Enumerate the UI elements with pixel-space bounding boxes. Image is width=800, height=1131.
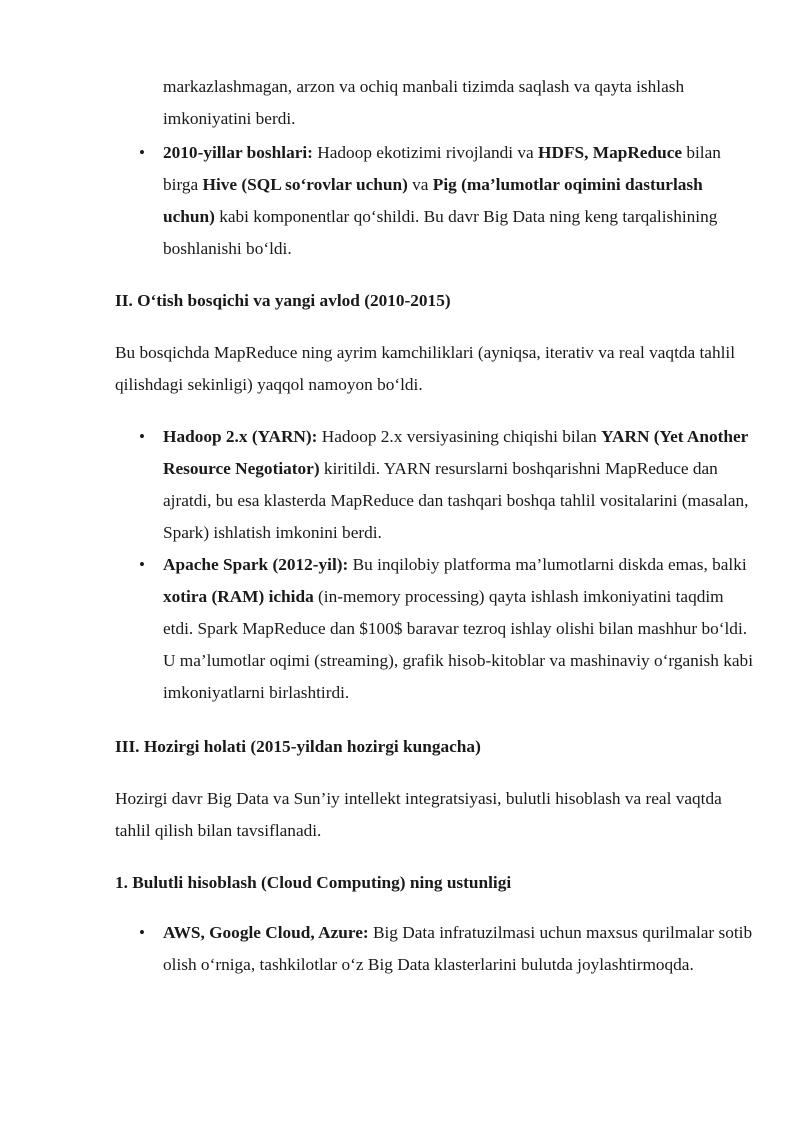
text-run: Big Data infratuzilmasi uchun maxsus qurilmalar sotib olish o‘rniga, tashkilotlar o‘z Big Data klasterlarini bulutda joylashtirmoqda. — [163, 923, 753, 974]
text-run: va — [407, 175, 433, 194]
bold-term: Pig (ma’lumotlar oqimini dasturlash uchun) — [163, 175, 703, 226]
text-run: Hadoop ekotizimi rivojlandi va — [312, 143, 539, 162]
section-2-intro: Bu bosqichda MapReduce ning ayrim kamchiliklari (ayniqsa, iterativ va real vaqtda tahlil qilishdagi sekinligi) yaqqol namoyon bo‘ldi. — [115, 343, 736, 394]
bullet-icon: • — [139, 143, 145, 162]
text-run: Bu inqilobiy platforma ma’lumotlarni diskda emas, balki — [348, 555, 747, 574]
subsection-heading-cloud: 1. Bulutli hisoblash (Cloud Computing) ning ustunligi — [115, 873, 512, 892]
text-run: kabi komponentlar qo‘shildi. Bu davr Big Data ning keng tarqalishining boshlanishi bo‘ldi. — [163, 207, 718, 258]
bold-label: AWS, Google Cloud, Azure: — [163, 923, 369, 942]
list-item-2010s — [139, 137, 753, 265]
section-heading-3: III. Hozirgi holati (2015-yildan hozirgi kungacha) — [115, 737, 481, 756]
text-run: kiritildi. YARN resurslarni boshqarishni MapReduce dan ajratdi, bu esa klasterda MapReduce dan tashqari boshqa tahlil vositalarini (masalan, Spark) ishlatish imkonini berdi. — [163, 459, 749, 542]
continuation-paragraph — [163, 71, 753, 135]
bullet-icon: • — [139, 427, 145, 446]
text-run: Hadoop 2.x versiyasining chiqishi bilan — [317, 427, 602, 446]
text-run: bilan birga — [163, 143, 721, 194]
bullet-icon: • — [139, 555, 145, 574]
bold-label: Hadoop 2.x (YARN): — [163, 427, 318, 446]
list-item-spark — [139, 549, 753, 709]
bullet-icon: • — [139, 923, 145, 942]
bold-term: Hive (SQL so‘rovlar uchun) — [202, 175, 408, 194]
list-item-cloud — [139, 917, 753, 981]
bold-term: HDFS, MapReduce — [538, 143, 683, 162]
bold-term: YARN (Yet Another Resource Negotiator) — [163, 427, 748, 478]
section-3-intro: Hozirgi davr Big Data va Sun’iy intellekt integratsiyasi, bulutli hisoblash va real vaqtda tahlil qilish bilan tavsiflanadi. — [115, 789, 722, 840]
bold-term: xotira (RAM) ichida — [163, 587, 314, 606]
bold-label: 2010-yillar boshlari: — [163, 143, 313, 162]
text-run: (in-memory processing) qayta ishlash imkoniyatini taqdim etdi. Spark MapReduce dan $100$ baravar tezroq ishlay olishi bilan mashhur bo‘ldi. U ma’lumotlar oqimi (streaming), grafik hisob-kitoblar va mashinaviy o‘rganish kabi imkoniyatlarni birlashtirdi. — [163, 587, 753, 702]
section-heading-2: II. O‘tish bosqichi va yangi avlod (2010-2015) — [115, 291, 451, 310]
bold-label: Apache Spark (2012-yil): — [163, 555, 349, 574]
continuation-line-1: markazlashmagan, arzon va ochiq manbali tizimda saqlash va qayta ishlash — [163, 77, 685, 96]
continuation-line-2: imkoniyatini berdi. — [163, 109, 296, 128]
list-item-yarn — [139, 421, 753, 549]
